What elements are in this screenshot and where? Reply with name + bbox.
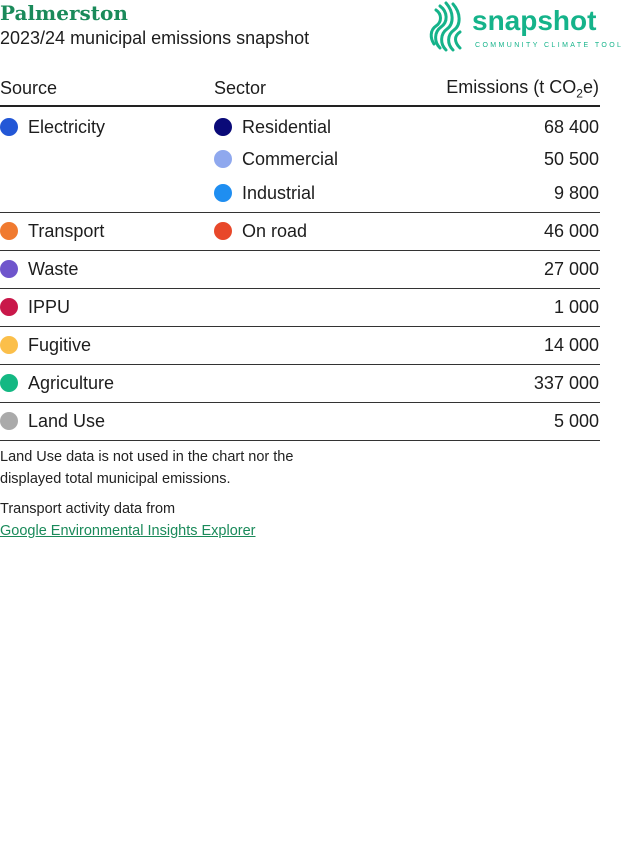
table-row xyxy=(0,327,600,365)
transport-note-text: Transport activity data from xyxy=(0,501,176,517)
logo-wordmark: snapshot xyxy=(472,5,597,36)
industrial-dot-icon xyxy=(214,184,232,202)
table-row xyxy=(0,403,600,441)
table-row xyxy=(0,365,600,403)
land-use-note: Land Use data is not used in the chart nor the displayed total municipal emissions. xyxy=(0,449,294,487)
logo-tagline: COMMUNITY CLIMATE TOOL xyxy=(475,42,623,49)
table-row xyxy=(0,289,600,327)
place-name: Palmerston xyxy=(0,1,128,25)
sector-label: On road xyxy=(242,221,308,241)
table-header-row xyxy=(0,72,600,106)
table-row xyxy=(0,175,600,213)
emissions-value: 46 000 xyxy=(394,213,600,251)
snapshot-logo-icon xyxy=(428,0,468,54)
transport-note xyxy=(0,498,320,542)
transport-dot-icon xyxy=(0,222,18,240)
emissions-value: 5 000 xyxy=(394,403,600,441)
sector-label: Commercial xyxy=(242,148,339,169)
emissions-value: 68 400 xyxy=(543,116,599,137)
source-label: Land Use xyxy=(28,411,106,431)
emissions-value: 50 500 xyxy=(543,148,599,169)
source-label: Waste xyxy=(28,259,79,279)
residential-dot-icon xyxy=(214,118,232,136)
col-emissions-header xyxy=(394,72,600,106)
waste-dot-icon xyxy=(0,260,18,278)
google-eie-link[interactable]: Google Environmental Insights Explorer xyxy=(0,523,256,539)
commercial-dot-icon xyxy=(214,150,232,168)
table-row xyxy=(0,106,600,143)
page-subtitle: 2023/24 municipal emissions snapshot xyxy=(0,28,310,48)
col-source-header: Source xyxy=(0,72,214,106)
header xyxy=(0,0,623,60)
fugitive-dot-icon xyxy=(0,336,18,354)
table-row xyxy=(0,251,600,289)
col-emissions-label: Emissions (t CO xyxy=(446,76,577,97)
source-label: Fugitive xyxy=(28,335,92,355)
agriculture-dot-icon xyxy=(0,374,18,392)
source-label: Transport xyxy=(28,221,105,241)
col-sector-header: Sector xyxy=(214,72,394,106)
snapshot-logo xyxy=(428,0,623,56)
source-label: Agriculture xyxy=(28,373,115,393)
col-emissions-subscript: 2 xyxy=(576,86,583,101)
on-road-dot-icon xyxy=(214,222,232,240)
emissions-value: 337 000 xyxy=(394,365,600,403)
source-label: Electricity xyxy=(28,116,106,137)
source-label: IPPU xyxy=(28,297,71,317)
emissions-value: 9 800 xyxy=(394,175,600,213)
land-use-dot-icon xyxy=(0,412,18,430)
table-row xyxy=(0,213,600,251)
emissions-value: 14 000 xyxy=(394,327,600,365)
emissions-value: 27 000 xyxy=(394,251,600,289)
sector-label: Residential xyxy=(242,116,332,137)
col-emissions-suffix: e) xyxy=(582,76,599,97)
emissions-table xyxy=(0,72,600,441)
ippu-dot-icon xyxy=(0,298,18,316)
table-row xyxy=(0,143,600,175)
footnotes xyxy=(0,446,320,550)
electricity-dot-icon xyxy=(0,118,18,136)
emissions-value: 1 000 xyxy=(394,289,600,327)
sector-label: Industrial xyxy=(242,183,316,203)
